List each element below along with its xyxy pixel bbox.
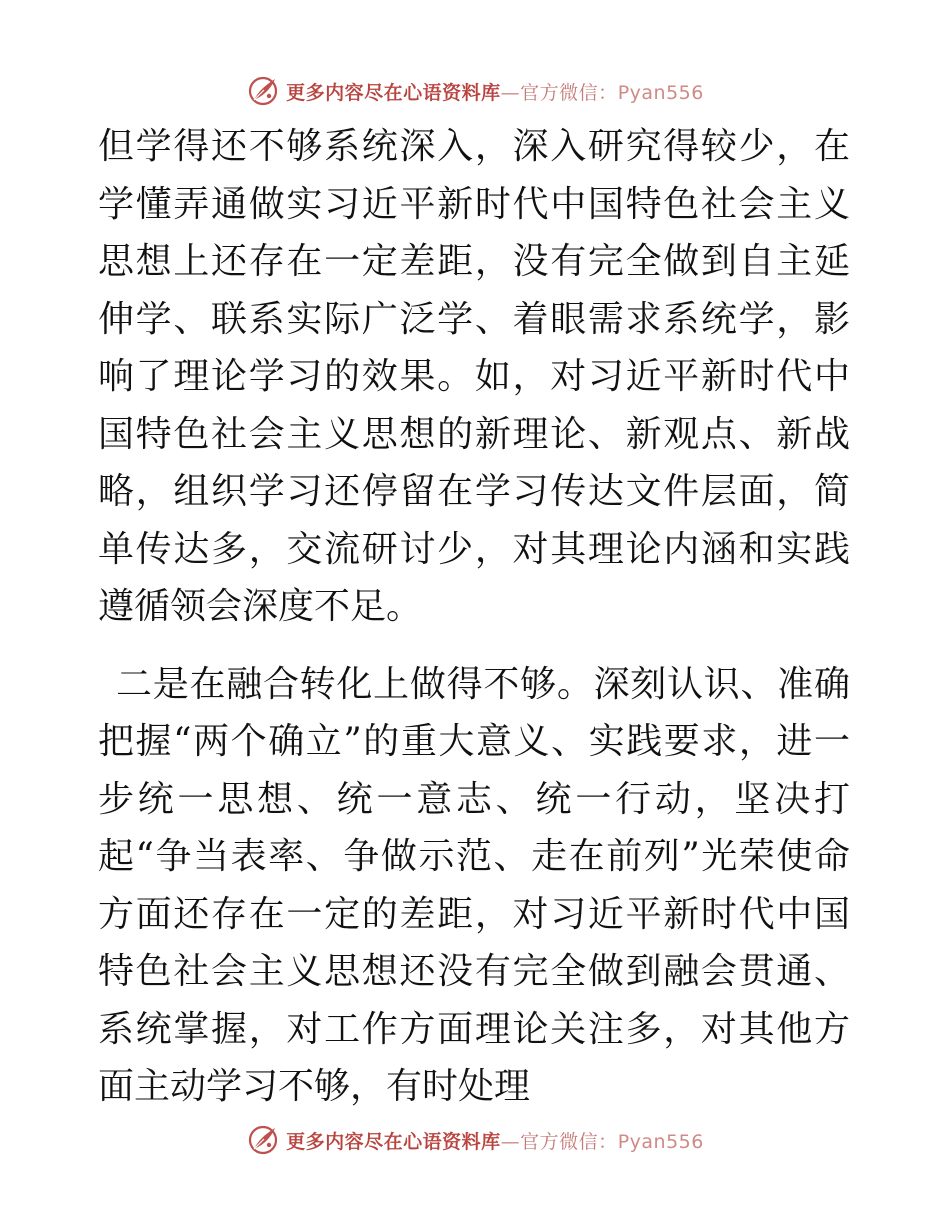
- feather-pen-logo-icon: [246, 1123, 280, 1157]
- footer-banner: [0, 1120, 950, 1160]
- footer-banner-text: [286, 1127, 704, 1154]
- header-banner-wechat-label: 官方微信：: [520, 81, 618, 104]
- header-banner-inner: [246, 74, 704, 108]
- header-banner-title: 更多内容尽在心语资料库: [286, 81, 501, 104]
- footer-banner-inner: [246, 1123, 704, 1157]
- feather-pen-logo-icon: [246, 74, 280, 108]
- header-banner: [0, 71, 950, 111]
- header-banner-text: [286, 78, 704, 105]
- footer-banner-wechat-id: Pyan556: [617, 1130, 704, 1153]
- header-banner-separator: —: [500, 81, 521, 104]
- footer-banner-separator: —: [500, 1130, 521, 1153]
- body-paragraph-1: 但学得还不够系统深入，深入研究得较少，在学懂弄通做实习近平新时代中国特色社会主义思想上还存在一定差距，没有完全做到自主延伸学、联系实际广泛学、着眼需求系统学，影响了理论学习的效果。如，对习近平新时代中国特色社会主义思想的新理论、新观点、新战略，组织学习还停留在学习传达文件层面，简单传达多，交流研讨少，对其理论内涵和实践遵循领会深度不足。: [98, 126, 850, 627]
- document-body: [98, 118, 850, 1116]
- footer-banner-wechat-label: 官方微信：: [520, 1130, 618, 1153]
- footer-banner-title: 更多内容尽在心语资料库: [286, 1130, 501, 1153]
- header-banner-wechat-id: Pyan556: [617, 81, 704, 104]
- body-paragraph-2: 二是在融合转化上做得不够。深刻认识、准确把握“两个确立”的重大意义、实践要求，进一步统一思想、统一意志、统一行动，坚决打起“争当表率、争做示范、走在前列”光荣使命方面还存在一定的差距，对习近平新时代中国特色社会主义思想还没有完全做到融会贯通、系统掌握，对工作方面理论关注多，对其他方面主动学习不够，有时处理: [98, 663, 850, 1107]
